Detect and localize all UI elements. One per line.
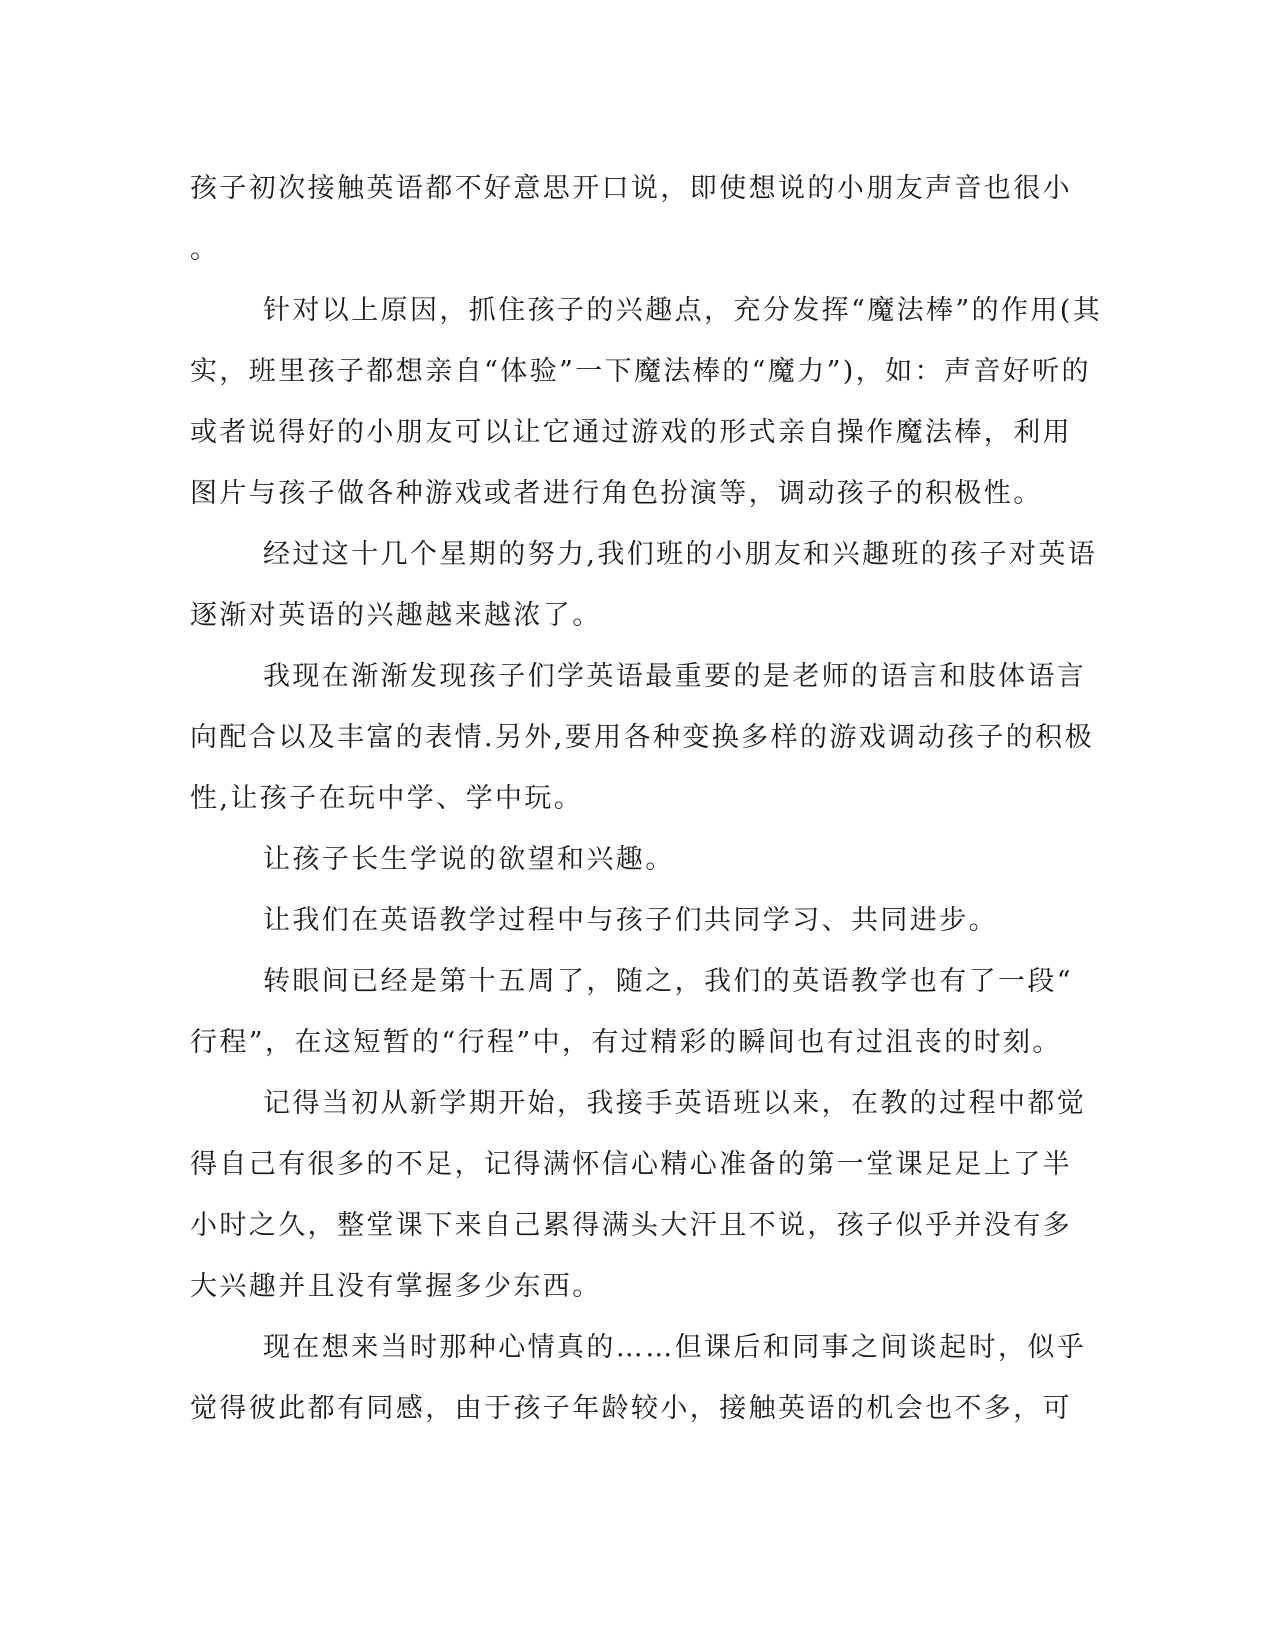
paragraph-start-line: 让孩子长生学说的欲望和兴趣。 (263, 844, 675, 875)
text-line: 行程”，在这短暂的“行程”中，有过精彩的瞬间也有过沮丧的时刻。 (190, 1027, 1062, 1058)
paragraph-start-line: 记得当初从新学期开始，我接手英语班以来，在教的过程中都觉 (263, 1088, 1087, 1119)
text-line: 向配合以及丰富的表情.另外,要用各种变换多样的游戏调动孩子的积极 (190, 722, 1094, 753)
text-line: 性,让孩子在玩中学、学中玩。 (190, 783, 584, 814)
paragraph-start-line: 经过这十几个星期的努力,我们班的小朋友和兴趣班的孩子对英语 (263, 539, 1098, 570)
text-line: 小时之久，整堂课下来自己累得满头大汗且不说，孩子似乎并没有多 (190, 1210, 1072, 1241)
paragraph-start-line: 转眼间已经是第十五周了，随之，我们的英语教学也有了一段“ (263, 966, 1074, 997)
text-line: 实，班里孩子都想亲自“体验”一下魔法棒的“魔力”)，如：声音好听的 (190, 356, 1091, 387)
text-line: 图片与孩子做各种游戏或者进行角色扮演等，调动孩子的积极性。 (190, 478, 1043, 509)
text-line: 或者说得好的小朋友可以让它通过游戏的形式亲自操作魔法棒，利用 (190, 417, 1072, 448)
text-line: 。 (190, 234, 220, 265)
text-line: 孩子初次接触英语都不好意思开口说，即使想说的小朋友声音也很小 (190, 173, 1072, 204)
paragraph-start-line: 让我们在英语教学过程中与孩子们共同学习、共同进步。 (263, 905, 998, 936)
paragraph-start-line: 现在想来当时那种心情真的……但课后和同事之间谈起时，似乎 (263, 1332, 1087, 1363)
paragraph-start-line: 针对以上原因，抓住孩子的兴趣点，充分发挥“魔法棒”的作用(其 (263, 295, 1103, 326)
text-line: 觉得彼此都有同感，由于孩子年龄较小，接触英语的机会也不多，可 (190, 1393, 1072, 1424)
text-line: 逐渐对英语的兴趣越来越浓了。 (190, 600, 602, 631)
document-body (190, 158, 1103, 1439)
text-line: 大兴趣并且没有掌握多少东西。 (190, 1271, 602, 1302)
text-line: 得自己有很多的不足，记得满怀信心精心准备的第一堂课足足上了半 (190, 1149, 1072, 1180)
paragraph-start-line: 我现在渐渐发现孩子们学英语最重要的是老师的语言和肢体语言 (263, 661, 1087, 692)
